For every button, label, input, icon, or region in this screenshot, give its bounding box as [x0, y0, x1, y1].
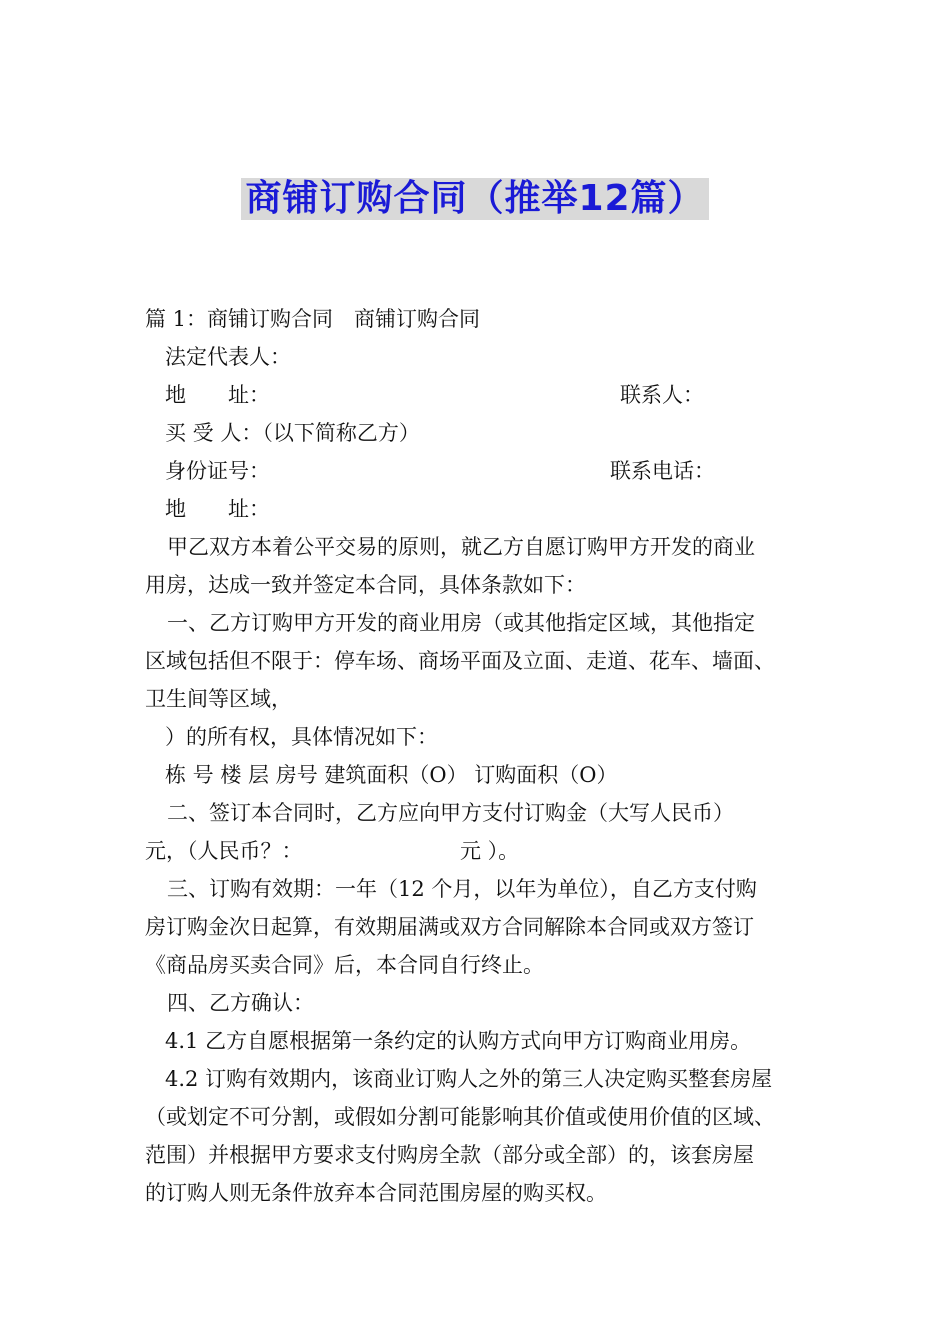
clause-1-line: 区域包括但不限于：停车场、商场平面及立面、走道、花车、墙面、	[145, 649, 775, 673]
clause-3-line: 三、订购有效期：一年（12 个月，以年为单位），自乙方支付购	[167, 877, 757, 901]
amount-unit: 元 ）。	[460, 839, 520, 863]
property-table-header: 栋 号 楼 层 房号 建筑面积（O） 订购面积（O）	[165, 763, 618, 787]
legal-representative-label: 法定代表人：	[165, 345, 291, 369]
paragraph-line: 用房，达成一致并签定本合同，具体条款如下：	[145, 573, 586, 597]
contact-label: 联系人：	[620, 383, 704, 407]
clause-1-line: ）的所有权，具体情况如下：	[165, 725, 438, 749]
clause-1-line: 一、乙方订购甲方开发的商业用房（或其他指定区域，其他指定	[167, 611, 755, 635]
clause-4-2-line: 范围）并根据甲方要求支付购房全款（部分或全部）的，该套房屋	[145, 1143, 754, 1167]
clause-2-amount-row	[145, 832, 815, 870]
amount-label: 元，（人民币？：	[145, 839, 303, 863]
clause-4-2-line: （或划定不可分割，或假如分割可能影响其价值或使用价值的区域、	[145, 1105, 775, 1129]
clause-4-heading: 四、乙方确认：	[167, 991, 314, 1015]
clause-3-line: 《商品房买卖合同》后，本合同自行终止。	[145, 953, 544, 977]
address-label: 地 址：	[165, 383, 270, 407]
paragraph-line: 甲乙双方本着公平交易的原则，就乙方自愿订购甲方开发的商业	[167, 535, 755, 559]
id-row	[145, 452, 815, 490]
section-heading: 篇 1：商铺订购合同 商铺订购合同	[145, 307, 481, 331]
address-row-2: 地 址：	[165, 497, 270, 521]
buyer-label: 买 受 人：（以下简称乙方）	[165, 421, 420, 445]
document-body	[145, 300, 815, 1212]
clause-3-line: 房订购金次日起算，有效期届满或双方合同解除本合同或双方签订	[145, 915, 754, 939]
clause-4-2-line: 的订购人则无条件放弃本合同范围房屋的购买权。	[145, 1181, 607, 1205]
clause-1-line: 卫生间等区域，	[145, 687, 292, 711]
address-row-1	[145, 376, 815, 414]
id-number-label: 身份证号：	[165, 459, 270, 483]
clause-4-2-line: 4.2 订购有效期内，该商业订购人之外的第三人决定购买整套房屋	[165, 1067, 773, 1091]
title-container	[0, 178, 950, 220]
phone-label: 联系电话：	[610, 459, 715, 483]
clause-4-1: 4.1 乙方自愿根据第一条约定的认购方式向甲方订购商业用房。	[165, 1029, 752, 1053]
document-title: 商铺订购合同（推举12篇）	[241, 178, 708, 220]
clause-2-line: 二、签订本合同时，乙方应向甲方支付订购金（大写人民币）	[167, 801, 734, 825]
